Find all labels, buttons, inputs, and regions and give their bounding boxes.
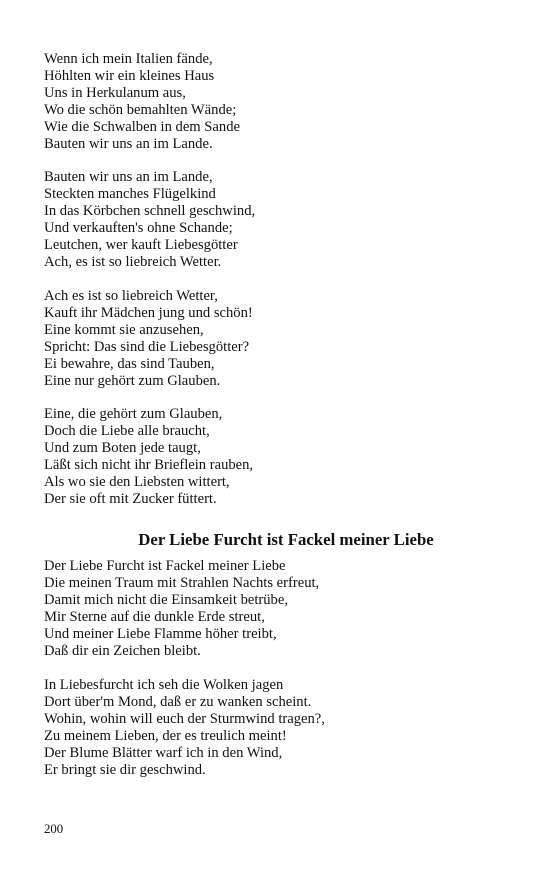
verse-line: Und verkauften's ohne Schande; — [44, 220, 233, 237]
verse-line: Bauten wir uns an im Lande. — [44, 136, 213, 152]
verse-line: Spricht: Das sind die Liebesgötter? — [44, 338, 250, 355]
poem2-stanza-2 — [44, 677, 514, 779]
verse-line: Doch die Liebe alle braucht, — [44, 423, 210, 440]
poem1-stanza-2 — [44, 169, 514, 271]
page-number: 200 — [44, 822, 64, 836]
poem1-stanza-1 — [44, 51, 514, 153]
verse-line: Leutchen, wer kauft Liebesgötter — [44, 237, 238, 254]
verse-line: Eine, die gehört zum Glauben, — [44, 406, 223, 423]
verse-line: Damit mich nicht die Einsamkeit betrübe, — [44, 592, 288, 609]
verse-line: Uns in Herkulanum aus, — [44, 85, 186, 101]
poem1-stanza-4 — [44, 406, 514, 508]
verse-line: Der sie oft mit Zucker füttert. — [44, 491, 217, 508]
verse-line: Die meinen Traum mit Strahlen Nachts erfreut, — [44, 575, 320, 592]
verse-line: Der Blume Blätter warf ich in den Wind, — [44, 744, 283, 761]
verse-line: Als wo sie den Liebsten wittert, — [44, 474, 230, 491]
stanza-gap — [44, 660, 514, 676]
verse-line: Steckten manches Flügelkind — [44, 186, 216, 203]
verse-line: In das Körbchen schnell geschwind, — [44, 203, 256, 220]
poem2-stanza-1 — [44, 558, 514, 660]
stanza-gap — [44, 271, 514, 287]
text-block — [44, 51, 514, 779]
verse-line: Und zum Boten jede taugt, — [44, 440, 201, 457]
verse-line: Er bringt sie dir geschwind. — [44, 761, 206, 778]
stanza-gap — [44, 153, 514, 169]
verse-line: Ach es ist so liebreich Wetter, — [44, 287, 218, 304]
stanza-gap — [44, 390, 514, 406]
verse-line: Kauft ihr Mädchen jung und schön! — [44, 304, 253, 321]
verse-line: Daß dir ein Zeichen bleibt. — [44, 643, 201, 660]
verse-line: Wenn ich mein Italien fände, — [44, 51, 213, 67]
verse-line: Höhlten wir ein kleines Haus — [44, 68, 215, 84]
verse-line: Wo die schön bemahlten Wände; — [44, 102, 237, 118]
verse-line: Und meiner Liebe Flamme höher treibt, — [44, 626, 277, 643]
poem1-stanza-3 — [44, 288, 514, 390]
verse-line: Ei bewahre, das sind Tauben, — [44, 355, 215, 372]
verse-line: Der Liebe Furcht ist Fackel meiner Liebe — [44, 558, 286, 575]
verse-line: In Liebesfurcht ich seh die Wolken jagen — [44, 676, 284, 693]
verse-line: Ach, es ist so liebreich Wetter. — [44, 254, 222, 271]
verse-line: Bauten wir uns an im Lande, — [44, 169, 213, 186]
verse-line: Mir Sterne auf die dunkle Erde streut, — [44, 609, 265, 626]
verse-line: Dort über'm Mond, daß er zu wanken scheint. — [44, 693, 312, 710]
verse-line: Zu meinem Lieben, der es treulich meint! — [44, 727, 287, 744]
verse-line: Läßt sich nicht ihr Brieflein rauben, — [44, 457, 254, 474]
verse-line: Wie die Schwalben in dem Sande — [44, 119, 240, 135]
verse-line: Wohin, wohin will euch der Sturmwind tragen?, — [44, 710, 325, 727]
poem-title: Der Liebe Furcht ist Fackel meiner Liebe — [138, 530, 434, 550]
verse-line: Eine nur gehört zum Glauben. — [44, 372, 221, 389]
verse-line: Eine kommt sie anzusehen, — [44, 321, 204, 338]
